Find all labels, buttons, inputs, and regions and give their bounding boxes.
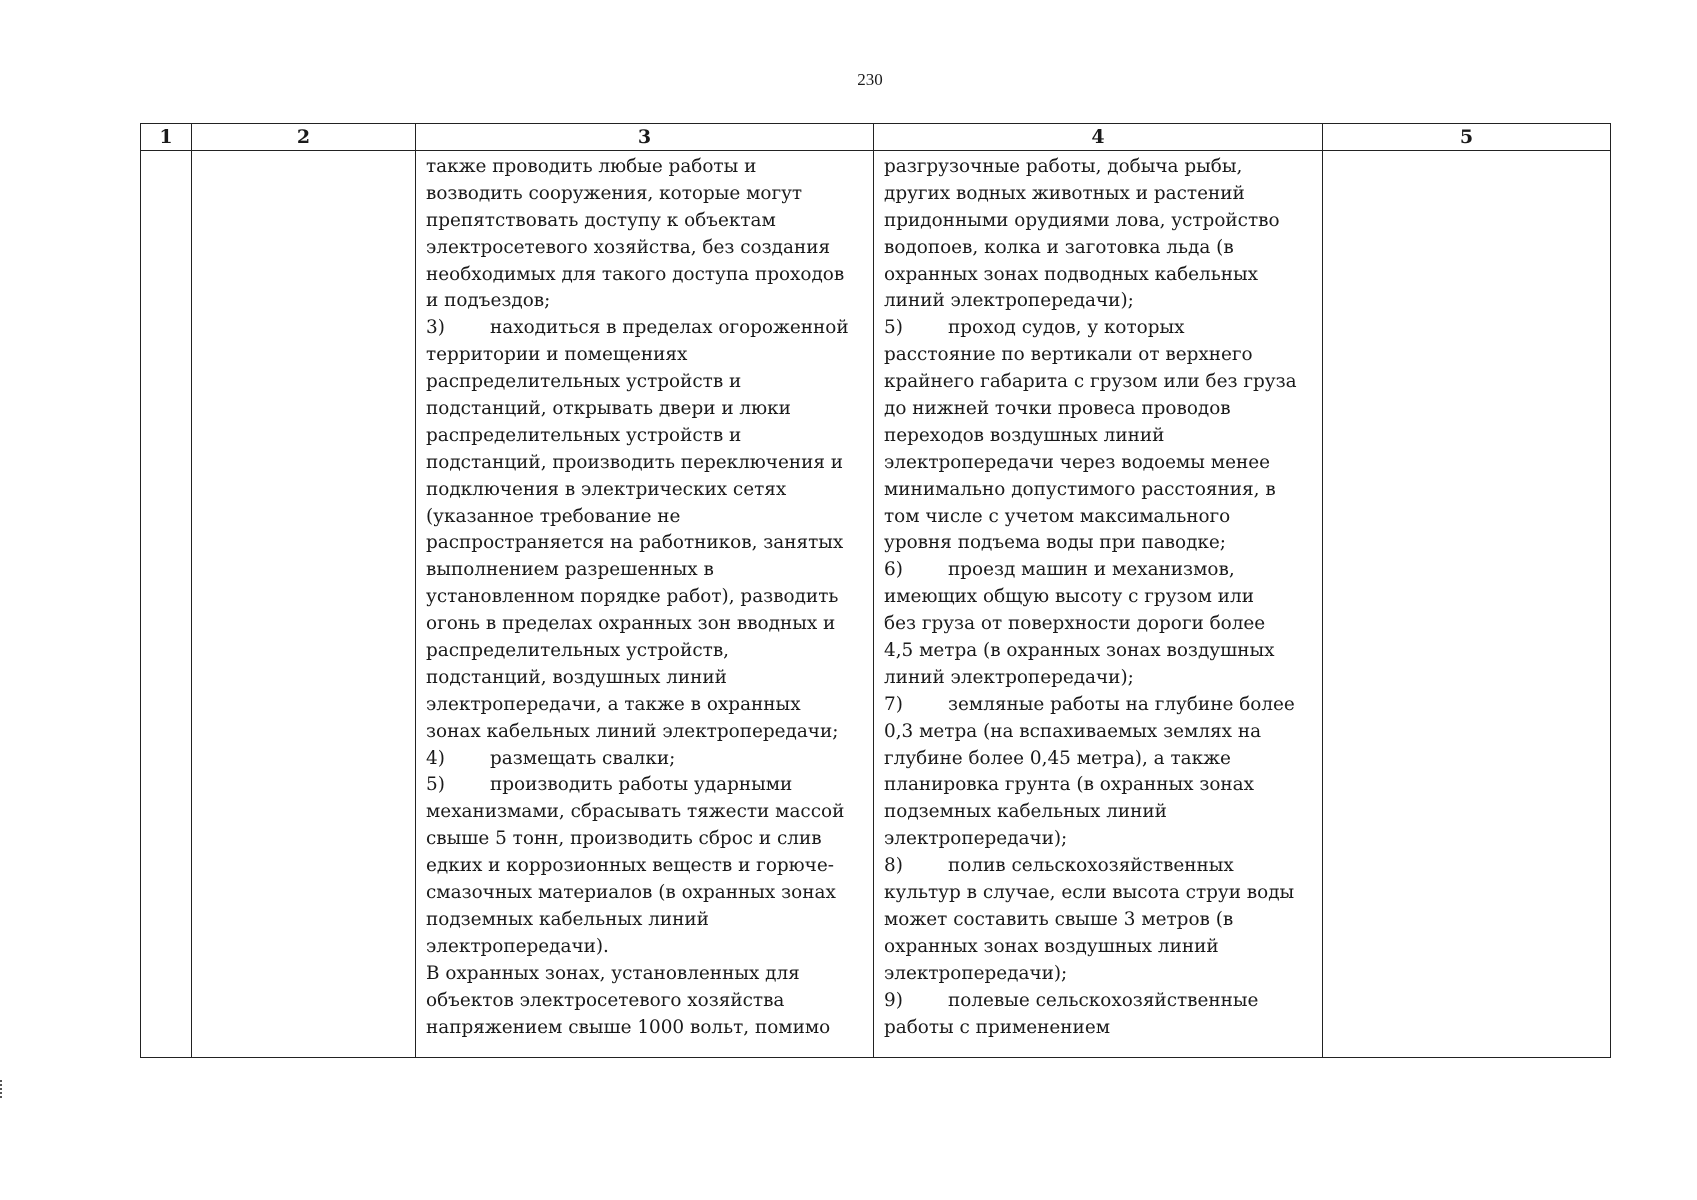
line-text: проход судов, у которых <box>948 317 1185 339</box>
text-line <box>884 288 1314 315</box>
text-line <box>884 557 1314 584</box>
line-text: 4,5 метра (в охранных зонах воздушных <box>884 640 1275 662</box>
text-line <box>884 692 1314 719</box>
list-number: 5) <box>426 774 445 796</box>
text-line <box>426 235 865 262</box>
text-line <box>884 504 1314 531</box>
header-col-1: 1 <box>141 124 192 151</box>
text-line <box>426 719 865 746</box>
text-line <box>884 988 1314 1015</box>
regulation-table <box>140 123 1611 1058</box>
text-line <box>426 880 865 907</box>
line-text: (указанное требование не <box>426 505 681 527</box>
line-text: распределительных устройств и <box>426 371 742 393</box>
text-line <box>884 934 1314 961</box>
line-text: минимально допустимого расстояния, в <box>884 478 1276 500</box>
line-text: подстанций, открывать двери и люки <box>426 398 791 420</box>
text-line <box>426 315 865 342</box>
line-text: подземных кабельных линий <box>426 908 709 930</box>
line-text: размещать свалки; <box>490 747 676 769</box>
text-line <box>426 826 865 853</box>
text-line <box>884 154 1314 181</box>
header-col-3: 3 <box>416 124 874 151</box>
text-line <box>426 396 865 423</box>
text-line <box>426 557 865 584</box>
line-text: подстанций, воздушных линий <box>426 666 727 688</box>
text-line <box>426 154 865 181</box>
line-text: глубине более 0,45 метра), а также <box>884 747 1231 769</box>
text-line <box>426 988 865 1015</box>
table-row <box>141 151 1611 1058</box>
text-line <box>884 880 1314 907</box>
text-line <box>426 934 865 961</box>
line-text: электропередачи); <box>884 962 1068 984</box>
line-text: без груза от поверхности дороги более <box>884 613 1266 635</box>
line-text: необходимых для такого доступа проходов <box>426 263 845 285</box>
text-line <box>426 208 865 235</box>
text-line <box>884 396 1314 423</box>
text-line <box>426 262 865 289</box>
text-line <box>426 369 865 396</box>
line-text: полевые сельскохозяйственные <box>948 989 1259 1011</box>
text-line <box>884 450 1314 477</box>
text-line <box>884 665 1314 692</box>
text-line <box>884 772 1314 799</box>
text-line <box>884 423 1314 450</box>
line-text: придонными орудиями лова, устройство <box>884 209 1280 231</box>
line-text: подключения в электрических сетях <box>426 478 787 500</box>
text-line <box>426 799 865 826</box>
line-text: охранных зонах воздушных линий <box>884 935 1219 957</box>
line-text: других водных животных и растений <box>884 182 1245 204</box>
text-line <box>426 638 865 665</box>
line-text: механизмами, сбрасывать тяжести массой <box>426 801 845 823</box>
text-line <box>426 961 865 988</box>
line-text: электропередачи через водоемы менее <box>884 451 1271 473</box>
line-text: 0,3 метра (на вспахиваемых землях на <box>884 720 1262 742</box>
line-text: едких и коррозионных веществ и горюче- <box>426 855 834 877</box>
line-text: разгрузочные работы, добыча рыбы, <box>884 156 1243 177</box>
line-text: находиться в пределах огороженной <box>490 317 849 339</box>
line-text: территории и помещениях <box>426 344 688 366</box>
line-text: также проводить любые работы и <box>426 156 757 177</box>
line-text: работы с применением <box>884 1016 1111 1038</box>
line-text: может составить свыше 3 метров (в <box>884 908 1234 930</box>
list-number: 8) <box>884 855 903 877</box>
text-line <box>884 208 1314 235</box>
text-line <box>426 342 865 369</box>
text-line <box>884 235 1314 262</box>
line-text: распределительных устройств и <box>426 424 742 446</box>
list-number: 7) <box>884 693 903 715</box>
line-text: электропередачи); <box>884 828 1068 850</box>
text-line <box>884 181 1314 208</box>
text-line <box>426 181 865 208</box>
line-text: крайнего габарита с грузом или без груза <box>884 371 1297 393</box>
text-line <box>426 530 865 557</box>
list-number: 5) <box>884 317 903 339</box>
header-col-5: 5 <box>1323 124 1611 151</box>
text-line <box>884 611 1314 638</box>
text-line <box>426 907 865 934</box>
line-text: возводить сооружения, которые могут <box>426 182 803 204</box>
text-line <box>884 961 1314 988</box>
line-text: производить работы ударными <box>490 774 793 796</box>
text-line <box>884 315 1314 342</box>
page-number: 230 <box>857 70 883 89</box>
line-text: электропередачи). <box>426 935 609 957</box>
line-text: линий электропередачи); <box>884 290 1134 312</box>
line-text: до нижней точки провеса проводов <box>884 398 1231 420</box>
text-line <box>426 450 865 477</box>
text-line <box>884 262 1314 289</box>
text-line <box>426 477 865 504</box>
line-text: уровня подъема воды при паводке; <box>884 532 1226 554</box>
line-text: распределительных устройств, <box>426 640 730 662</box>
line-text: земляные работы на глубине более <box>948 693 1295 715</box>
scan-margin-mark <box>0 1080 4 1098</box>
header-col-2: 2 <box>192 124 416 151</box>
text-line <box>884 853 1314 880</box>
cell-col-4 <box>874 151 1323 1058</box>
line-text: подстанций, производить переключения и <box>426 451 844 473</box>
line-text: смазочных материалов (в охранных зонах <box>426 882 836 904</box>
text-line <box>884 342 1314 369</box>
list-number: 3) <box>426 317 445 339</box>
line-text: выполнением разрешенных в <box>426 559 714 581</box>
text-line <box>426 746 865 773</box>
line-text: планировка грунта (в охранных зонах <box>884 774 1255 796</box>
text-line <box>884 638 1314 665</box>
text-line <box>884 1015 1314 1042</box>
text-line <box>884 530 1314 557</box>
text-line <box>884 584 1314 611</box>
cell-col-5 <box>1323 151 1611 1058</box>
line-text: линий электропередачи); <box>884 666 1134 688</box>
line-text: культур в случае, если высота струи воды <box>884 882 1295 904</box>
text-line <box>426 288 865 315</box>
line-text: полив сельскохозяйственных <box>948 855 1234 877</box>
cell-col-2 <box>192 151 416 1058</box>
line-text: установленном порядке работ), разводить <box>426 586 839 608</box>
text-line <box>426 853 865 880</box>
line-text: электропередачи, а также в охранных <box>426 693 801 715</box>
text-line <box>884 477 1314 504</box>
line-text: В охранных зонах, установленных для <box>426 962 800 984</box>
text-line <box>426 665 865 692</box>
line-text: электросетевого хозяйства, без создания <box>426 236 831 258</box>
line-text: огонь в пределах охранных зон вводных и <box>426 613 836 635</box>
list-number: 4) <box>426 747 445 769</box>
line-text: расстояние по вертикали от верхнего <box>884 344 1253 366</box>
line-text: зонах кабельных линий электропередачи; <box>426 720 839 742</box>
line-text: проезд машин и механизмов, <box>948 559 1235 581</box>
line-text: препятствовать доступу к объектам <box>426 209 776 231</box>
col-3-restrictions-text <box>416 151 873 1041</box>
header-col-4: 4 <box>874 124 1323 151</box>
text-line <box>884 746 1314 773</box>
line-text: объектов электросетевого хозяйства <box>426 989 785 1011</box>
text-line <box>884 907 1314 934</box>
line-text: распространяется на работников, занятых <box>426 532 844 554</box>
text-line <box>426 1015 865 1042</box>
table-header <box>141 124 1611 151</box>
line-text: имеющих общую высоту с грузом или <box>884 586 1254 608</box>
text-line <box>884 369 1314 396</box>
text-line <box>884 826 1314 853</box>
line-text: подземных кабельных линий <box>884 801 1167 823</box>
text-line <box>884 799 1314 826</box>
line-text: охранных зонах подводных кабельных <box>884 263 1258 285</box>
line-text: напряжением свыше 1000 вольт, помимо <box>426 1016 831 1038</box>
line-text: том числе с учетом максимального <box>884 505 1231 527</box>
list-number: 9) <box>884 989 903 1011</box>
line-text: и подъездов; <box>426 290 551 312</box>
list-number: 6) <box>884 559 903 581</box>
text-line <box>426 692 865 719</box>
cell-col-3 <box>416 151 874 1058</box>
text-line <box>426 584 865 611</box>
line-text: водопоев, колка и заготовка льда (в <box>884 236 1234 258</box>
text-line <box>884 719 1314 746</box>
text-line <box>426 611 865 638</box>
text-line <box>426 504 865 531</box>
line-text: свыше 5 тонн, производить сброс и слив <box>426 828 822 850</box>
cell-col-1 <box>141 151 192 1058</box>
text-line <box>426 423 865 450</box>
line-text: переходов воздушных линий <box>884 424 1165 446</box>
text-line <box>426 772 865 799</box>
col-4-restrictions-text <box>874 151 1322 1041</box>
header-row <box>141 124 1611 151</box>
